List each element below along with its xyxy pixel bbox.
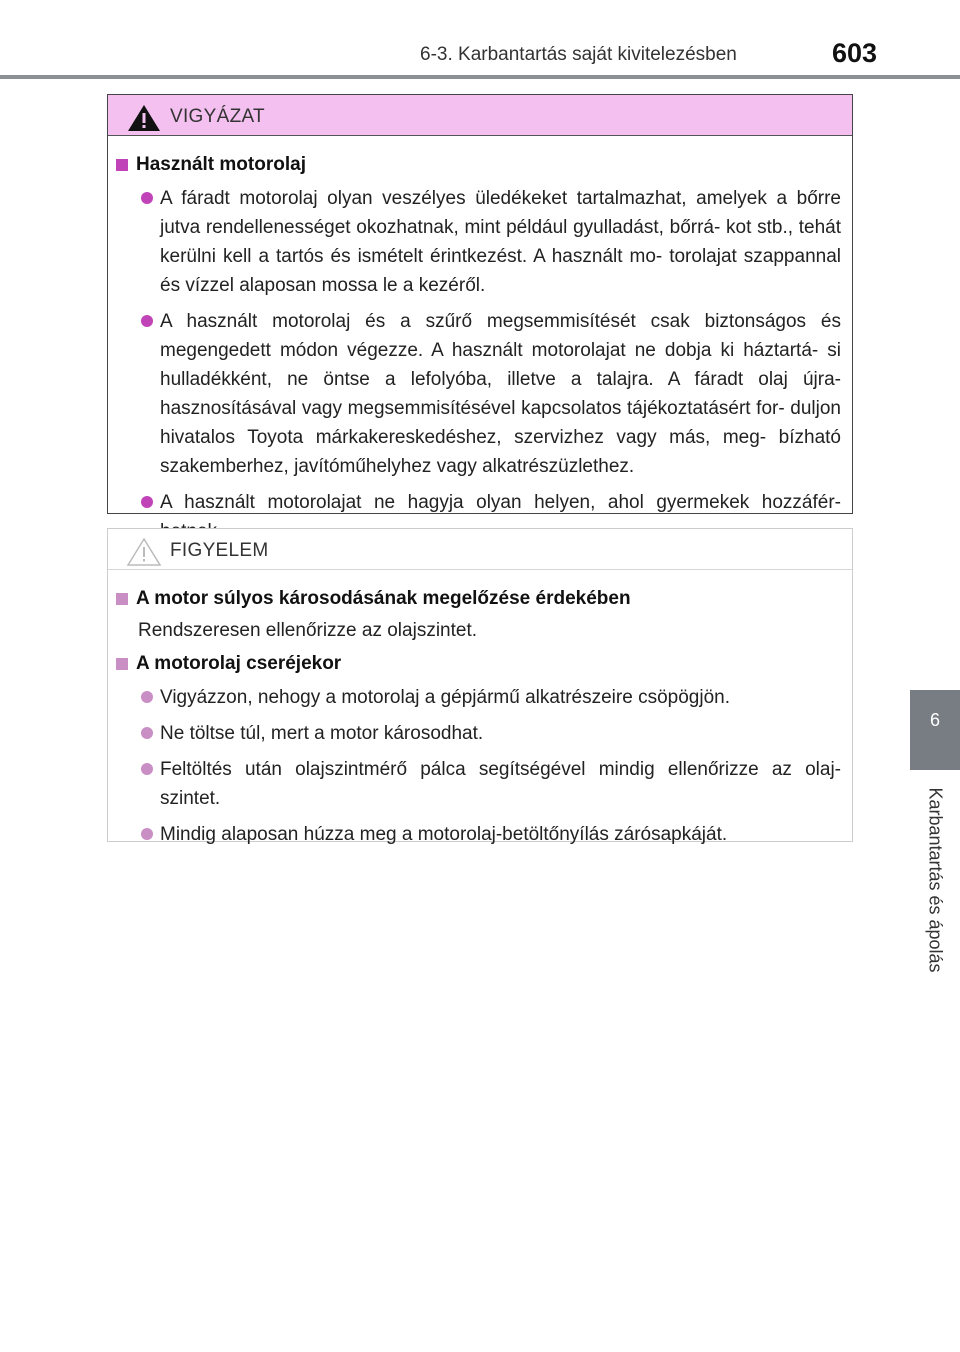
round-bullet-icon xyxy=(141,691,153,703)
notice-label: FIGYELEM xyxy=(170,540,269,561)
warning-heading-text: Használt motorolaj xyxy=(136,154,306,175)
notice-body xyxy=(108,570,852,849)
list-item xyxy=(116,719,841,748)
notice-box xyxy=(107,528,853,845)
warning-body xyxy=(108,136,852,546)
list-item xyxy=(116,683,841,712)
list-item-text: Ne töltse túl, mert a motor károsodhat. xyxy=(160,723,484,744)
list-item xyxy=(116,184,841,300)
square-bullet-icon xyxy=(116,658,128,670)
section-title: 6-3. Karbantartás saját kivitelezésben xyxy=(420,44,737,65)
list-item-text: Mindig alaposan húzza meg a motorolaj-betöltőnyílás zárósapkáját. xyxy=(160,824,728,845)
chapter-tab: 6 xyxy=(910,690,960,770)
list-item-text: A használt motorolajat ne hagyja olyan helyen, ahol gyermekek hozzáfér- xyxy=(160,492,841,513)
list-item-text: A fáradt motorolaj olyan veszélyes üledékeket tartalmazhat, amelyek a bőrre jutva rendellenességet okozhatnak, mint például gyulladást, bőrrá- kot stb., tehát kerülni kell a tartós és ismételt érintkezést. A használt mo- torolajat szappannal és vízzel alaposan mossa le a kezéről. xyxy=(160,188,841,296)
square-bullet-icon xyxy=(116,159,128,171)
list-item xyxy=(116,820,841,849)
notice-heading-text: A motor súlyos károsodásának megelőzése érdekében xyxy=(136,588,631,609)
list-item xyxy=(116,307,841,481)
warning-triangle-icon xyxy=(126,103,162,133)
list-item-text: A használt motorolaj és a szűrő megsemmisítését csak biztonságos és megengedett módon végezze. A használt motorolajat ne dobja ki háztartá- si hulladékként, ne öntse a lefolyóba, illetve a talajra. A fáradt olaj újra- hasznosításával vagy megsemmisítésével kapcsolatos tájékoztatásért for- duljon hivatalos Toyota márkakereskedéshez, szervizhez vagy más, meg- bízható szakemberhez, javítóműhelyhez vagy alkatrészüzlethez. xyxy=(160,311,841,477)
header-divider xyxy=(0,75,960,79)
page-header xyxy=(0,0,960,80)
notice-header xyxy=(108,529,852,570)
round-bullet-icon xyxy=(141,496,153,508)
notice-heading-1 xyxy=(116,584,841,614)
round-bullet-icon xyxy=(141,828,153,840)
notice-heading-2 xyxy=(116,649,841,679)
round-bullet-icon xyxy=(141,315,153,327)
page-number: 603 xyxy=(832,38,878,68)
list-item-text: Feltöltés után olajszintmérő pálca segítségével mindig ellenőrizze az olaj- szintet. xyxy=(160,759,841,809)
round-bullet-icon xyxy=(141,763,153,775)
list-item xyxy=(116,755,841,813)
square-bullet-icon xyxy=(116,593,128,605)
caution-triangle-icon xyxy=(126,537,162,567)
notice-paragraph: Rendszeresen ellenőrizze az olajszintet. xyxy=(138,620,478,641)
round-bullet-icon xyxy=(141,192,153,204)
round-bullet-icon xyxy=(141,727,153,739)
warning-box xyxy=(107,94,853,514)
notice-heading-text: A motorolaj cseréjekor xyxy=(136,653,342,674)
list-item-text: Vigyázzon, nehogy a motorolaj a gépjármű alkatrészeire csöpögjön. xyxy=(160,687,730,708)
warning-header xyxy=(108,95,852,136)
warning-label: VIGYÁZAT xyxy=(170,106,265,127)
warning-heading xyxy=(116,150,841,180)
chapter-title: Karbantartás és ápolás xyxy=(925,787,946,973)
